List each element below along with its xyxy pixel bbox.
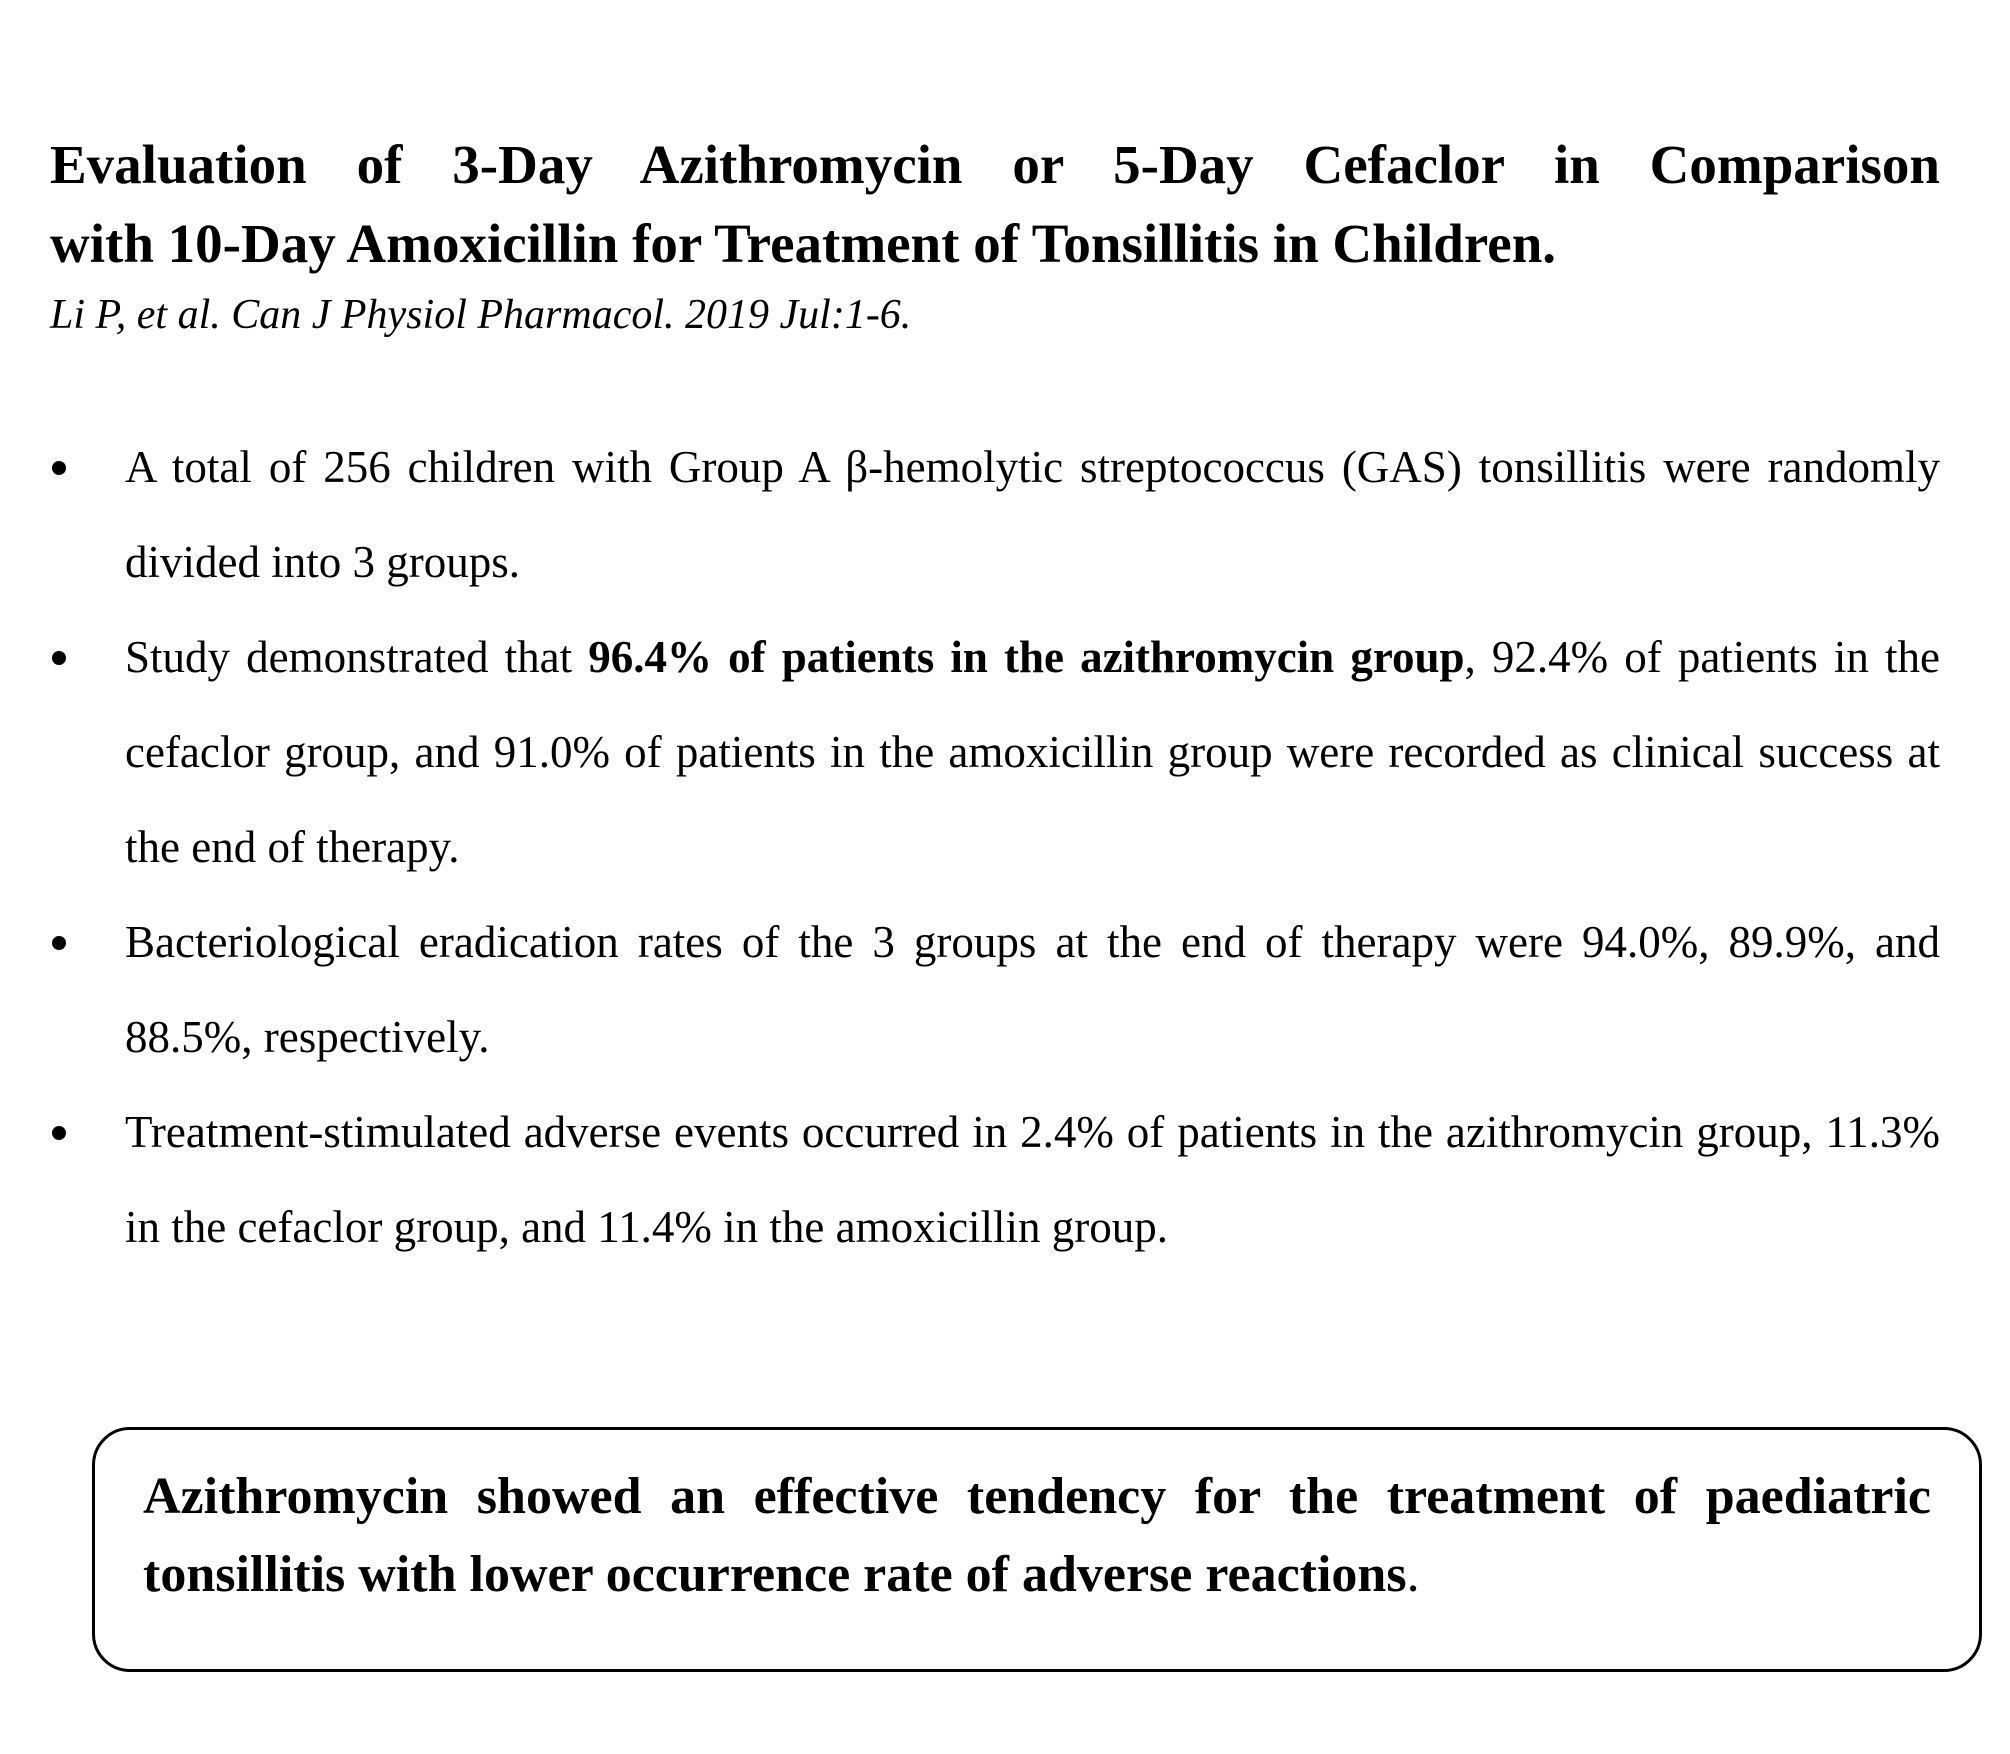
bullet-dot-icon: [50, 420, 70, 515]
article-citation: Li P, et al. Can J Physiol Pharmacol. 2019 Jul:1-6.: [50, 292, 912, 338]
bullet-dot-icon: [50, 1085, 70, 1180]
bullet-dot-icon: [50, 610, 70, 705]
finding-text-3: Bacteriological eradication rates of the 3 groups at the end of therapy were 94.0%, 89.9%, and 88.5%, respectively.: [125, 917, 1940, 1062]
finding-text-2-prefix: Study demonstrated that: [125, 632, 589, 682]
finding-text-2-highlight: 96.4% of patients in the azithromycin group: [588, 632, 1465, 682]
finding-item-4: [50, 1085, 1940, 1275]
finding-item-2: [50, 610, 1940, 895]
finding-item-1: [50, 420, 1940, 610]
conclusion-box: [92, 1427, 1982, 1672]
conclusion-statement: Azithromycin showed an effective tendency for the treatment of paediatric tonsillitis with lower occurrence rate of adverse reactions: [143, 1468, 1931, 1603]
finding-item-3: [50, 895, 1940, 1085]
article-title-line-1: Evaluation of 3-Day Azithromycin or 5-Day Cefaclor in Comparison: [50, 134, 1940, 195]
findings-list: [50, 420, 1940, 1275]
article-title-line-2: with 10-Day Amoxicillin for Treatment of Tonsillitis in Children.: [50, 213, 1557, 274]
finding-text-1: A total of 256 children with Group A β-hemolytic streptococcus (GAS) tonsillitis were randomly divided into 3 groups.: [125, 442, 1940, 587]
finding-text-4: Treatment-stimulated adverse events occurred in 2.4% of patients in the azithromycin group, 11.3% in the cefaclor group, and 11.4% in the amoxicillin group.: [125, 1107, 1940, 1252]
bullet-dot-icon: [50, 895, 70, 990]
article-title: [50, 125, 1940, 283]
conclusion-period: .: [1406, 1546, 1420, 1603]
conclusion-text: [143, 1458, 1931, 1614]
finding-text-2-suffix: , 92.4% of patients in the cefaclor group, and 91.0% of patients in the amoxicillin group were recorded as clinical success at the end of therapy.: [125, 632, 1940, 872]
